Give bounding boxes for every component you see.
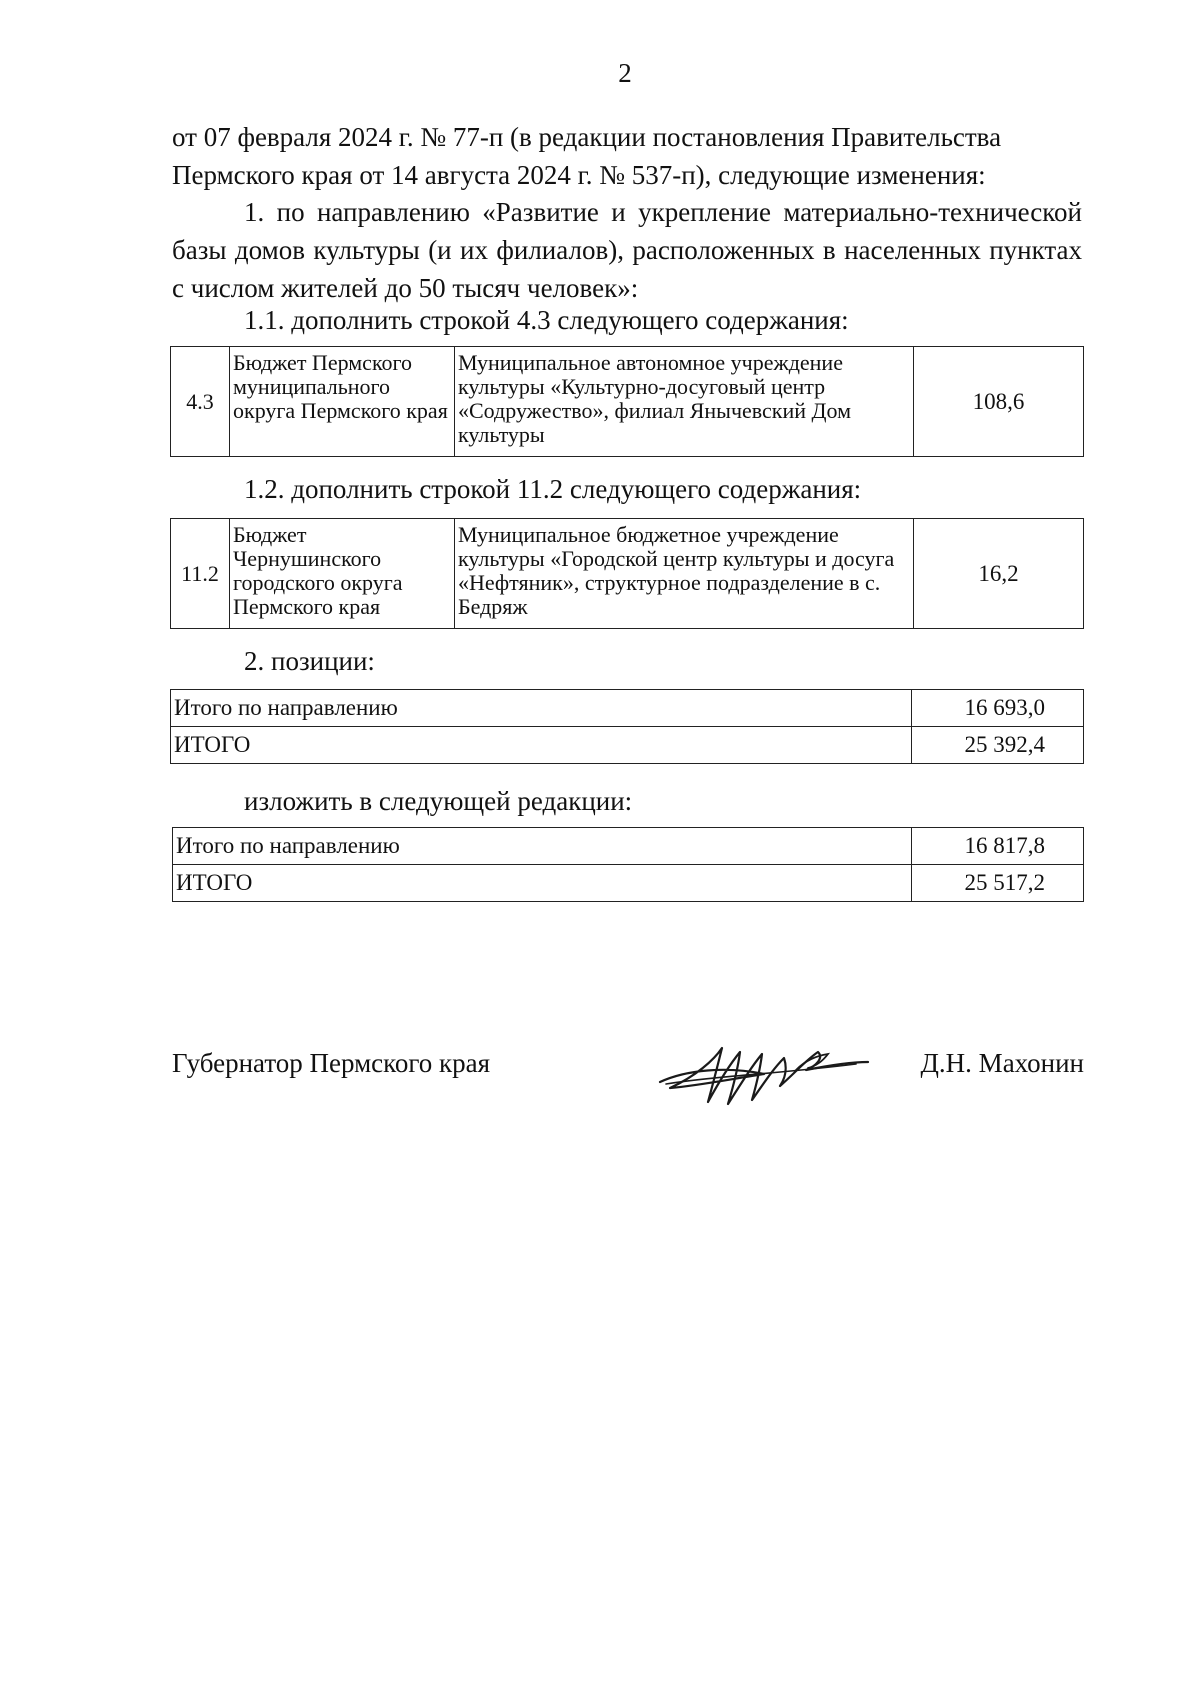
table-row bbox=[171, 690, 1084, 727]
signature-block bbox=[172, 1040, 1084, 1090]
budget-cell: Бюджет Чернушинского городского округа Пермского края bbox=[230, 519, 455, 629]
old-totals-table bbox=[170, 689, 1084, 764]
table-row bbox=[173, 865, 1084, 902]
item-1-1-heading: 1.1. дополнить строкой 4.3 следующего содержания: bbox=[244, 305, 849, 335]
signatory-title: Губернатор Пермского края bbox=[172, 1048, 491, 1078]
total-value: 16 817,8 bbox=[912, 828, 1084, 865]
total-label: Итого по направлению bbox=[171, 690, 912, 727]
intro-line-1: от 07 февраля 2024 г. № 77-п (в редакции постановления Правительства bbox=[172, 122, 1002, 152]
signatory-name: Д.Н. Махонин bbox=[920, 1048, 1084, 1078]
row-11-2-table bbox=[170, 518, 1084, 629]
institution-cell: Муниципальное бюджетное учреждение культуры «Городской центр культуры и досуга «Нефтяник», структурное подразделение в с. Бедряж bbox=[455, 519, 914, 629]
total-value: 16 693,0 bbox=[912, 690, 1084, 727]
row-number: 4.3 bbox=[171, 347, 230, 457]
total-label: ИТОГО bbox=[173, 865, 912, 902]
row-4-3-table bbox=[170, 346, 1084, 457]
table-row bbox=[171, 727, 1084, 764]
total-label: Итого по направлению bbox=[173, 828, 912, 865]
total-label: ИТОГО bbox=[171, 727, 912, 764]
table-row bbox=[171, 347, 1084, 457]
replacement-heading: изложить в следующей редакции: bbox=[244, 786, 633, 816]
item-2-heading: 2. позиции: bbox=[244, 646, 375, 676]
table-row bbox=[171, 519, 1084, 629]
budget-cell: Бюджет Пермского муниципального округа Пермского края bbox=[230, 347, 455, 457]
item-1-text: 1. по направлению «Развитие и укрепление материально-технической базы домов культуры (и их филиалов), расположенных в населенных пунктах с числом жителей до 50 тысяч человек»: bbox=[172, 197, 1082, 303]
page-number: 2 bbox=[618, 58, 632, 88]
item-1-2-heading: 1.2. дополнить строкой 11.2 следующего содержания: bbox=[244, 474, 862, 504]
total-value: 25 392,4 bbox=[912, 727, 1084, 764]
handwritten-signature bbox=[656, 1030, 871, 1110]
value-cell: 16,2 bbox=[914, 519, 1084, 629]
institution-cell: Муниципальное автономное учреждение культуры «Культурно-досуговый центр «Содружество», филиал Янычевский Дом культуры bbox=[455, 347, 914, 457]
total-value: 25 517,2 bbox=[912, 865, 1084, 902]
value-cell: 108,6 bbox=[914, 347, 1084, 457]
row-number: 11.2 bbox=[171, 519, 230, 629]
intro-line-2: Пермского края от 14 августа 2024 г. № 537-п), следующие изменения: bbox=[172, 160, 986, 190]
table-row bbox=[173, 828, 1084, 865]
new-totals-table bbox=[172, 827, 1084, 902]
